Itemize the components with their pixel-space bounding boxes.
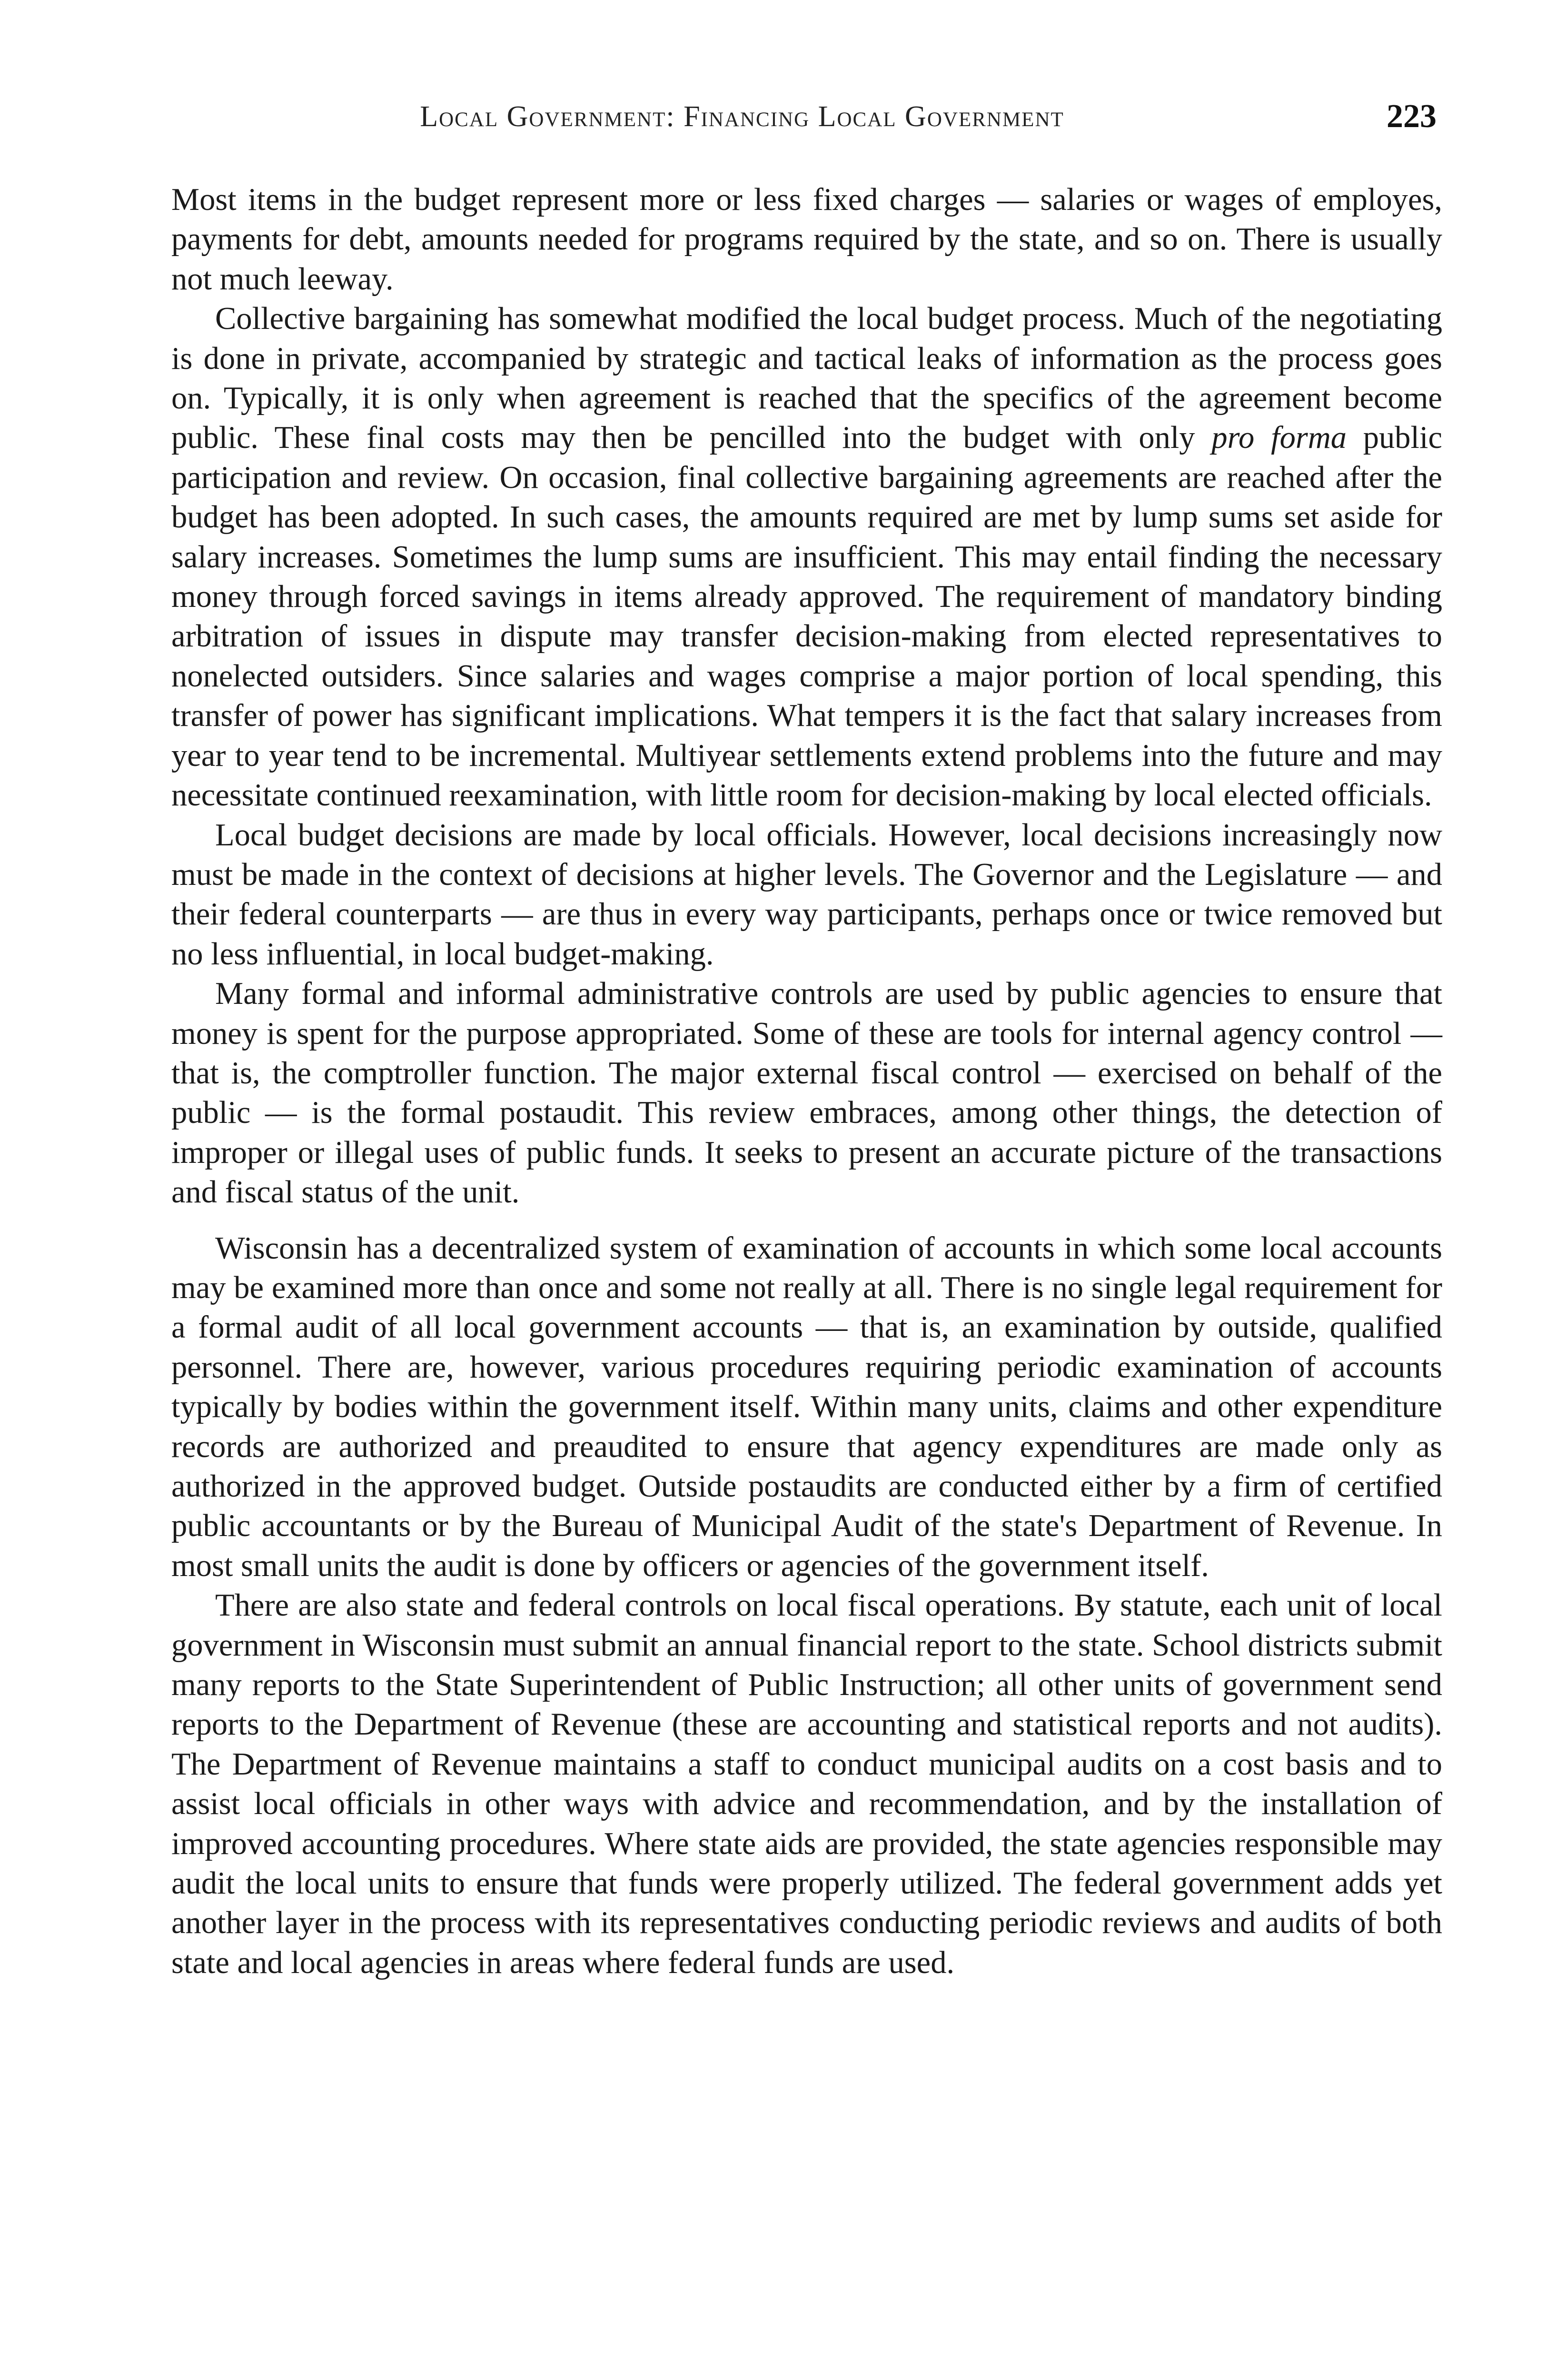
page-number: 223	[1387, 98, 1437, 135]
paragraph-4	[171, 974, 1442, 1212]
paragraph-2-italic-term: pro forma	[1211, 420, 1347, 456]
paragraph-2-text-b: public participation and review. On occasion, final collective bargaining agreements are reached after the budget has been adopted. In such cases, the amounts required are met by lump sums set aside for salary increases. Sometimes the lump sums are insufficient. This may entail finding the necessary money through forced savings in items already approved. The requirement of mandatory binding arbitration of issues in dispute may transfer decision-making from elected representatives to nonelected outsiders. Since salaries and wages comprise a major portion of local spending, this transfer of power has significant implications. What tempers it is the fact that salary increases from year to year tend to be incremental. Multiyear settlements extend problems into the future and may necessitate continued reexamination, with little room for decision-making by local elected officials.	[171, 420, 1443, 813]
running-head	[171, 90, 1437, 143]
paragraph-3	[171, 815, 1442, 974]
body-text	[171, 180, 1442, 1983]
paragraph-5-text: Wisconsin has a decentralized system of examination of accounts in which some local accounts may be examined more than once and some not really at all. There is no single legal requirement for a formal audit of all local government accounts — that is, an examination by outside, qualified personnel. There are, however, various procedures requiring periodic examination of accounts typically by bodies within the government itself. Within many units, claims and other expenditure records are authorized and preaudited to ensure that agency expenditures are made only as authorized in the approved budget. Outside postaudits are conducted either by a firm of certified public accountants or by the Bureau of Municipal Audit of the state's Department of Revenue. In most small units the audit is done by officers or agencies of the government itself.	[171, 1230, 1442, 1583]
paragraph-2-text-a: Collective bargaining has somewhat modified the local budget process. Much of the negotiating is done in private, accompanied by strategic and tactical leaks of information as the process goes on. Typically, it is only when agreement is reached that the specifics of the agreement become public. These final costs may then be pencilled into the budget with only	[171, 301, 1442, 456]
running-title: Local Government: Financing Local Government	[420, 100, 1064, 133]
paragraph-2	[171, 299, 1442, 815]
paragraph-6	[171, 1586, 1442, 1983]
paragraph-6-text: There are also state and federal controls on local fiscal operations. By statute, each unit of local government in Wisconsin must submit an annual financial report to the state. School districts submit many reports to the State Superintendent of Public Instruction; all other units of government send reports to the Department of Revenue (these are accounting and statistical reports and not audits). The Department of Revenue maintains a staff to conduct municipal audits on a cost basis and to assist local officials in other ways with advice and recommendation, and by the installation of improved accounting procedures. Where state aids are provided, the state agencies responsible may audit the local units to ensure that funds were properly utilized. The federal government adds yet another layer in the process with its representatives conducting periodic reviews and audits of both state and local agencies in areas where federal funds are used.	[171, 1588, 1442, 1980]
paragraph-1	[171, 180, 1442, 299]
paragraph-4-text: Many formal and informal administrative controls are used by public agencies to ensure that money is spent for the purpose appropriated. Some of these are tools for internal agency control — that is, the comptroller function. The major external fiscal control — exercised on behalf of the public — is the formal postaudit. This review embraces, among other things, the detection of improper or illegal uses of public funds. It seeks to present an accurate picture of the transactions and fiscal status of the unit.	[171, 976, 1442, 1210]
paragraph-5	[171, 1229, 1442, 1586]
paragraph-1-text: Most items in the budget represent more or less fixed charges — salaries or wages of employes, payments for debt, amounts needed for programs required by the state, and so on. There is usually not much leeway.	[171, 182, 1442, 297]
paragraph-3-text: Local budget decisions are made by local officials. However, local decisions increasingly now must be made in the context of decisions at higher levels. The Governor and the Legislature — and their federal counterparts — are thus in every way participants, perhaps once or twice removed but no less influential, in local budget-making.	[171, 817, 1442, 972]
